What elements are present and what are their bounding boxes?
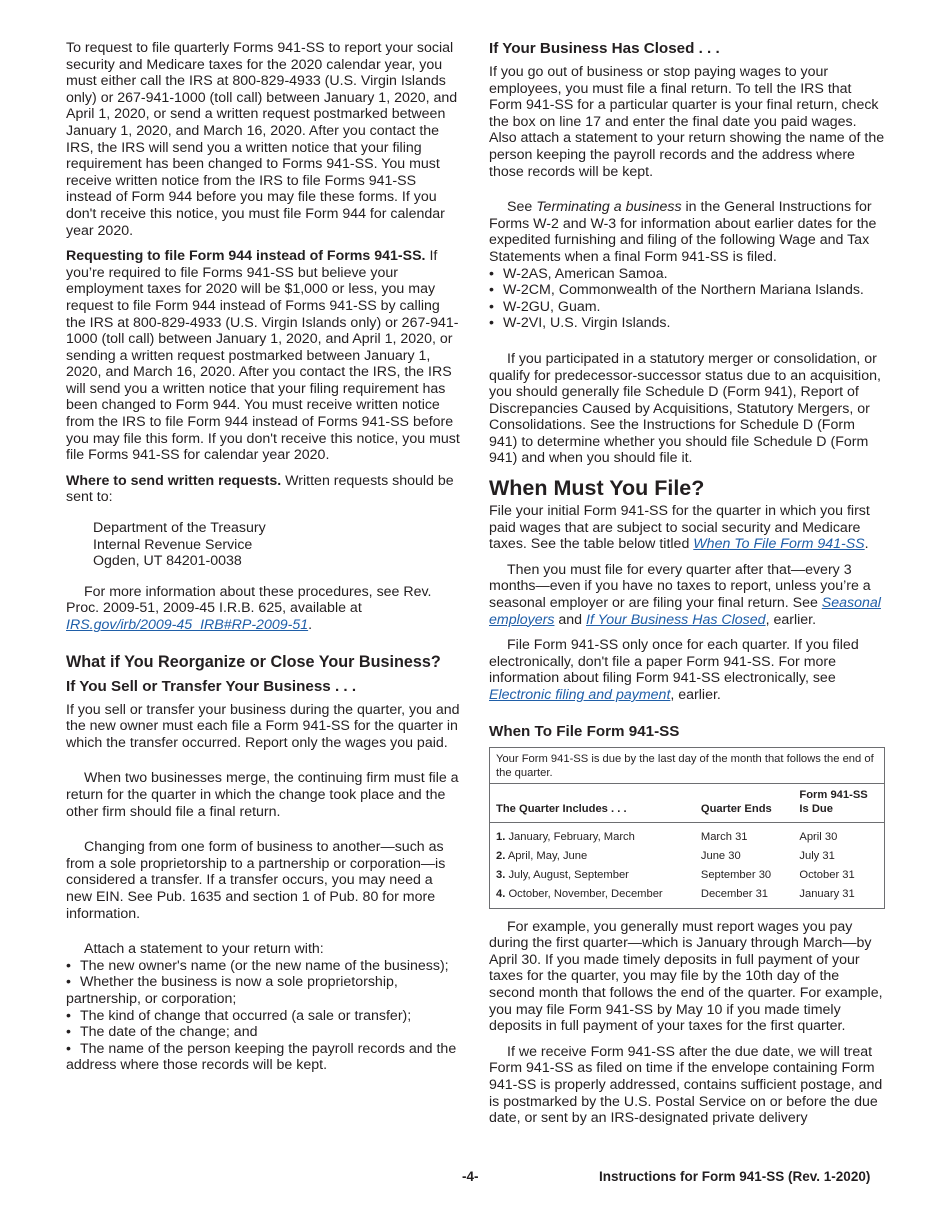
- seasonal-employers-link[interactable]: Seasonal employers: [489, 595, 881, 628]
- italic-terminating-business: Terminating a business: [536, 199, 682, 216]
- list-item: • W-2CM, Commonwealth of the Northern Mariana Islands.: [489, 282, 864, 299]
- business-closed-link[interactable]: If Your Business Has Closed: [586, 611, 766, 628]
- electronic-filing-link[interactable]: Electronic filing and payment: [489, 687, 671, 703]
- list-item: • The date of the change; and: [66, 1024, 258, 1041]
- document-title: Instructions for Form 941-SS (Rev. 1-2020): [599, 1169, 871, 1184]
- page-number: -4-: [462, 1169, 479, 1184]
- table-row: 3. July, August, September September 30 October 31: [496, 868, 855, 881]
- list-item: • W-2GU, Guam.: [489, 298, 601, 315]
- paragraph-due-date-mailing: If we receive Form 941-SS after the due date, we will treat Form 941-SS as filed on time if the envelope containing Form 941-SS is properly addressed, contains sufficient postage, and is postmarked by the U.S. Postal Service on or before the due date, or sent by an IRS-designated private delivery: [489, 1043, 883, 1127]
- when-to-file-table: [489, 747, 885, 909]
- address-line: Department of the Treasury: [93, 520, 266, 537]
- paragraph-quarterly-request: To request to file quarterly Forms 941-SS to report your social security and Medicare taxes for the 2020 calendar year, you must either call the IRS at 800-829-4933 (U.S. Virgin Islands only) or 267-941-1000 (toll call) between January 1, 2020, and April 1, 2020, or send a written request postmarked between January 1, 2020, and March 16, 2020. After you contact the IRS, the IRS will send you a written notice that your filing requirement has been changed to Forms 941-SS. You must receive written notice from the IRS to file Forms 941-SS instead of Form 944 before you may file these forms. If you don't receive this notice, you must file Form 944 for calendar year 2020.: [66, 40, 458, 239]
- list-item: • W-2VI, U.S. Virgin Islands.: [489, 315, 671, 332]
- paragraph-text: If you’re required to file Forms 941-SS but believe your employment taxes for 2020 will be $1,000 or less, you may request to file Form 944 instead of Forms 941-SS by calling the IRS at 800-829-4933 (U.S. Virgin Islands only) or 267-941-1000 (toll call) between January 1, 2020, and April 1, 2020, or sending a written request postmarked between January 1, 2020, and March 16, 2020. After you contact the IRS, the IRS will send you a written notice that your filing requirement has been changed to Form 944. You must receive written notice from the IRS to file Form 944 instead of Forms 941-SS before you may file this form. If you don't receive this notice, you must file Forms 941-SS for calendar year 2020.: [66, 248, 460, 464]
- paragraph-initial-form: File your initial Form 941-SS for the quarter in which you first paid wages that are subject to social security and Medicare taxes. See the table below titled When To File Form 941-SS.: [489, 503, 870, 553]
- right-column: [489, 40, 885, 1136]
- paragraph-merger-schedule-d: If you participated in a statutory merger or consolidation, or qualify for predecessor-successor status due to an acquisition, you should generally file Schedule D (Form 941), Report of Discrepancies Caused by Acquisitions, Statutory Mergers, or Consolidations. See the Instructions for Schedule D (Form 941) to determine whether you should file Schedule D (Form 941) and when you should file it.: [489, 350, 881, 467]
- paragraph-text: Written requests should be sent to:: [66, 472, 454, 506]
- list-item: • The new owner's name (or the new name of the business);: [66, 957, 449, 974]
- paragraph-sell-transfer: If you sell or transfer your business during the quarter, you and the new owner must each file a Form 941-SS for the quarter in which the transfer occurred. Report only the wages you paid.: [66, 701, 460, 751]
- paragraph-request-form-944: [66, 248, 460, 464]
- column-header: Quarter Ends: [695, 784, 794, 823]
- paragraph-example-first-quarter: For example, you generally must report wages you pay during the first quarter—which is January through March—by April 30. If you made timely deposits in full payment of your taxes for the quarter, you may file by the 10th day of the second month that follows the end of the quarter. For example, you may file Form 941-SS by May 10 if you made timely deposits in full payment of your taxes for the first quarter.: [489, 918, 883, 1035]
- attach-statement-list: [66, 958, 460, 1074]
- when-to-file-link[interactable]: When To File Form 941-SS: [693, 536, 865, 553]
- paragraph-attach-statement: Attach a statement to your return with:: [84, 941, 324, 958]
- paragraph-file-once: File Form 941-SS only once for each quarter. If you filed electronically, don't file a paper Form 941-SS. For more information about filing Form 941-SS electronically, see Electronic filing and payment, earlier.: [489, 637, 859, 703]
- paragraph-every-quarter: Then you must file for every quarter after that—every 3 months—even if you have no taxes to report, unless you’re a seasonal employer or are filing your final return. See Seasonal employers and If Your Business Has Closed, earlier.: [489, 561, 881, 628]
- mailing-address: [93, 520, 460, 570]
- paragraph-final-return: If you go out of business or stop paying wages to your employees, you must file a final return. To tell the IRS that Form 941-SS for a particular quarter is your final return, check the box on line 17 and enter the final date you paid wages. Also attach a statement to your return showing the name of the person keeping the payroll records and the address where those records will be kept.: [489, 64, 885, 180]
- heading-when-to-file-table: When To File Form 941-SS: [489, 722, 680, 740]
- list-item: • W-2AS, American Samoa.: [489, 265, 668, 282]
- address-line: Ogden, UT 84201-0038: [93, 553, 242, 570]
- runin-heading-where-to-send: Where to send written requests.: [66, 472, 282, 489]
- list-item: • Whether the business is now a sole proprietorship, partnership, or corporation;: [66, 974, 398, 1007]
- paragraph-more-info: [66, 584, 460, 634]
- heading-business-closed: If Your Business Has Closed . . .: [489, 40, 720, 57]
- list-item: • The kind of change that occurred (a sale or transfer);: [66, 1007, 412, 1024]
- paragraph-text: .: [308, 617, 313, 633]
- list-item: • The name of the person keeping the payroll records and the address where those records will be kept.: [66, 1040, 457, 1074]
- runin-heading-request-944: Requesting to file Form 944 instead of Forms 941-SS.: [66, 248, 426, 265]
- heading-reorganize-or-close: What if You Reorganize or Close Your Business?: [66, 652, 441, 671]
- paragraph-where-to-send: [66, 473, 460, 506]
- paragraph-merge: When two businesses merge, the continuing firm must file a return for the quarter in which the change took place and the other firm should file a final return.: [66, 770, 459, 820]
- left-column: [66, 40, 460, 1083]
- table-note: Your Form 941-SS is due by the last day of the month that follows the end of the quarter.: [490, 748, 884, 784]
- column-header: Form 941-SS Is Due: [793, 784, 884, 823]
- address-line: Internal Revenue Service: [93, 536, 253, 553]
- heading-when-must-you-file: When Must You File?: [489, 476, 705, 501]
- heading-sell-or-transfer: If You Sell or Transfer Your Business . . .: [66, 677, 357, 695]
- wage-statements-list: [489, 266, 885, 332]
- table-row: 1. January, February, March March 31 April 30: [496, 830, 838, 843]
- irs-irb-link[interactable]: IRS.gov/irb/2009-45_IRB#RP-2009-51: [66, 617, 309, 633]
- paragraph-change-form: Changing from one form of business to another—such as from a sole proprietorship to a partnership or corporation—is considered a transfer. If a transfer occurs, you may need a new EIN. See Pub. 1635 and section 1 of Pub. 80 for more information.: [66, 839, 446, 922]
- paragraph-text: For more information about these procedures, see Rev. Proc. 2009-51, 2009-45 I.R.B. 625, available at: [66, 583, 432, 617]
- column-header: The Quarter Includes . . .: [490, 784, 695, 823]
- table-row: 2. April, May, June June 30 July 31: [496, 849, 835, 862]
- table-row: 4. October, November, December December 31 January 31: [496, 887, 855, 900]
- paragraph-terminating-business: See Terminating a business in the General Instructions for Forms W-2 and W-3 for information about earlier dates for the expedited furnishing and filing of the following Wage and Tax Statements when a final Form 941-SS is filed.: [489, 199, 877, 265]
